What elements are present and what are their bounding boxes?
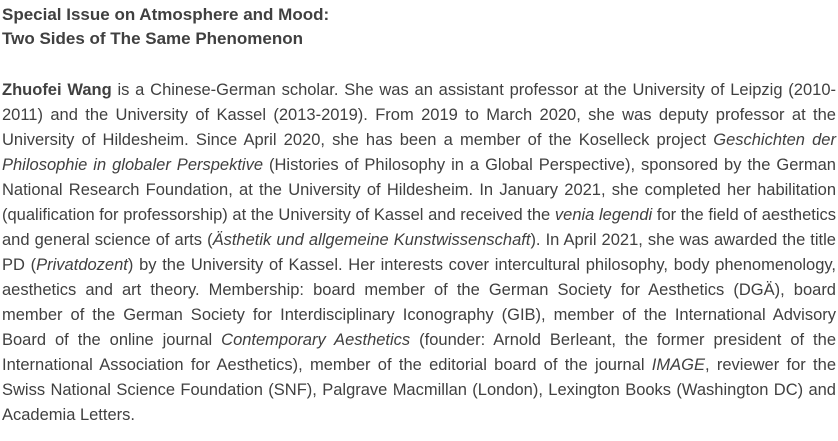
text-segment-italic: venia legendi [554, 206, 653, 224]
text-segment-normal: , reviewer for the Swiss National Science Foundation (SNF), Palgrave Macmillan (London), Lexington Books (Washington DC) and Academia Letters. [2, 356, 836, 424]
text-segment-normal: (Histories of Philosophy in a Global Perspective), sponsored by the German National Research Foundation, at the University of Hildesheim. In January 2021, she completed her habilitation (qualification for professorship) at the University of Kassel and received the [2, 156, 836, 224]
title-line-2: Two Sides of The Same Phenomenon [2, 29, 304, 48]
text-segment-italic: Ästhetik und allgemeine Kunstwissenschaft [212, 231, 531, 249]
text-segment-italic: Contemporary Aesthetics [221, 331, 411, 349]
text-segment-normal: ). In April 2021, she was awarded the title PD ( [2, 231, 836, 274]
text-segment-normal: is a Chinese-German scholar. She was an assistant professor at the University of Leipzig (2010-2011) and the University of Kassel (2013-2019). From 2019 to March 2020, she was deputy professor at the University of Hildesheim. Since April 2020, she has been a member of the Koselleck project [2, 81, 836, 149]
text-segment-italic: Privatdozent [36, 256, 128, 274]
text-segment-italic: IMAGE [651, 356, 705, 374]
text-segment-normal: (founder: Arnold Berleant, the former president of the International Association for Aesthetics), member of the editorial board of the journal [2, 331, 836, 374]
bio-paragraph [2, 78, 836, 428]
document-title [2, 3, 836, 51]
text-segment-normal: ) by the University of Kassel. Her interests cover intercultural philosophy, body phenomenology, aesthetics and art theory. Membership: board member of the German Society for Aesthetics (DGÄ), board member of the German Society for Interdisciplinary Iconography (GIB), member of the International Advisory Board of the online journal [2, 256, 836, 349]
title-line-1: Special Issue on Atmosphere and Mood: [2, 5, 330, 24]
text-segment-bold: Zhuofei Wang [2, 81, 112, 99]
text-segment-normal: for the field of aesthetics and general science of arts ( [2, 206, 837, 249]
text-segment-italic: Geschichten der Philosophie in globaler Perspektive [2, 131, 836, 174]
